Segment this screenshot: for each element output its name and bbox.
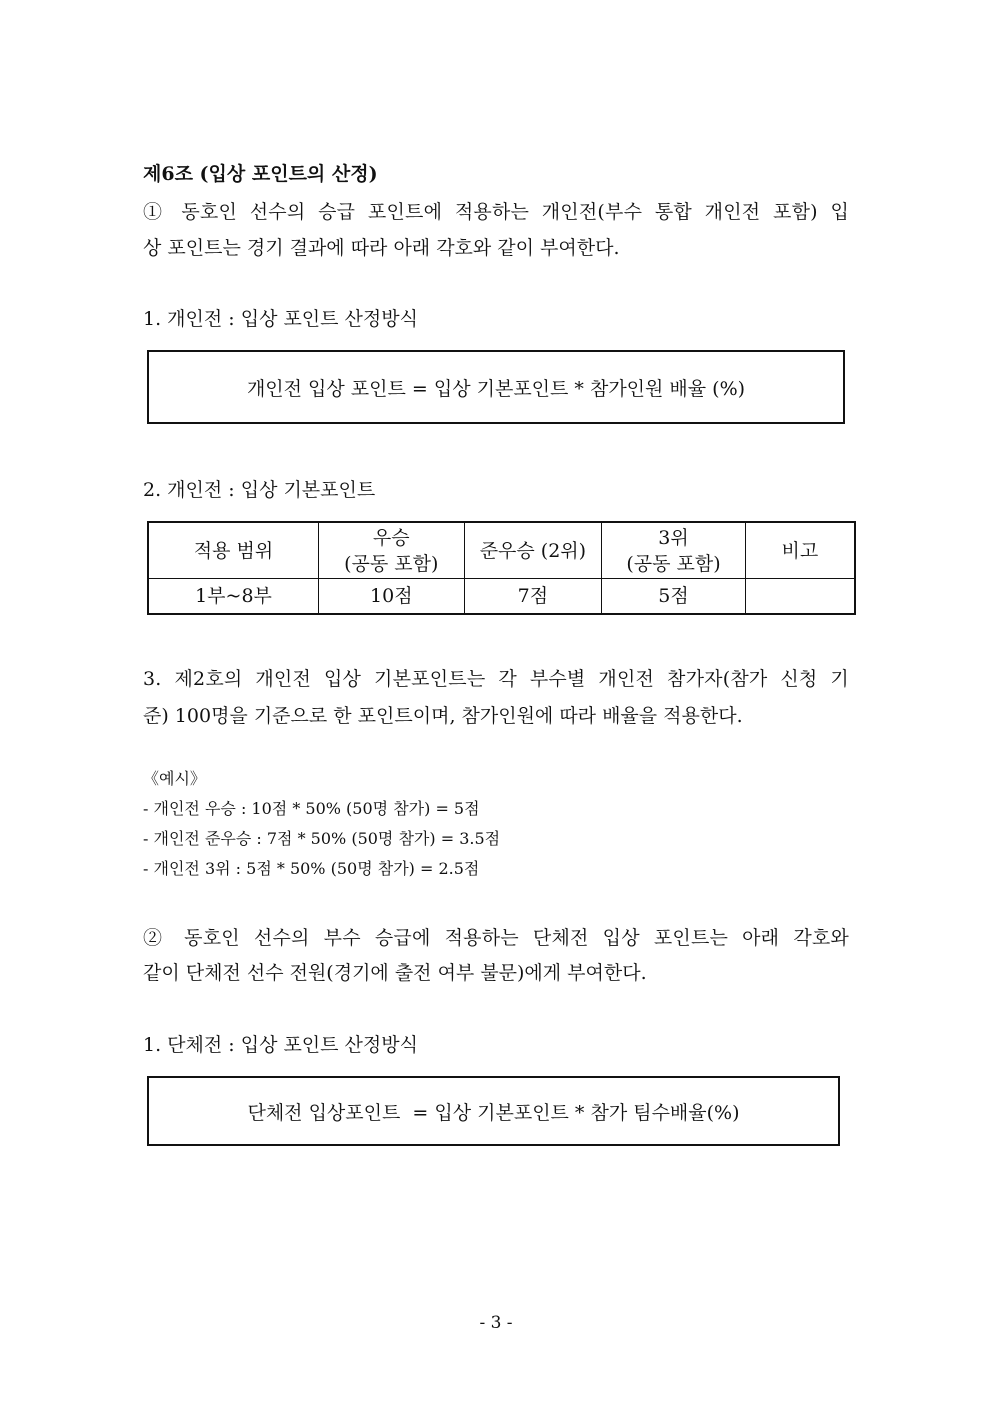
cell-third-points: 5점 — [602, 579, 746, 615]
page-number: - 3 - — [479, 1313, 513, 1333]
section-2-heading: 2. 개인전 : 입상 기본포인트 — [143, 479, 376, 501]
section-1-heading: 1. 개인전 : 입상 포인트 산정방식 — [143, 308, 418, 330]
table-row — [148, 579, 855, 615]
cell-runner-up-points: 7점 — [464, 579, 602, 615]
header-scope: 적용 범위 — [148, 522, 319, 579]
paragraph-2-line-2: 같이 단체전 선수 전원(경기에 출전 여부 불문)에게 부여한다. — [143, 962, 647, 984]
paragraph-1-line-2: 상 포인트는 경기 결과에 따라 아래 각호와 같이 부여한다. — [143, 237, 620, 259]
example-item: - 개인전 3위 : 5점 * 50% (50명 참가) = 2.5점 — [143, 859, 480, 878]
header-runner-up: 준우승 (2위) — [464, 522, 602, 579]
header-third: 3위 (공동 포함) — [602, 522, 746, 579]
team-formula: 단체전 입상포인트 = 입상 기본포인트 * 참가 팀수배율(%) — [247, 1101, 740, 1124]
base-points-table — [147, 521, 856, 615]
cell-winner-points: 10점 — [319, 579, 465, 615]
header-remarks: 비고 — [745, 522, 855, 579]
cell-scope: 1부~8부 — [148, 579, 319, 615]
section-3-line-2: 준) 100명을 기준으로 한 포인트이며, 참가인원에 따라 배율을 적용한다. — [143, 705, 743, 727]
individual-formula-box — [147, 350, 845, 424]
cell-remarks — [745, 579, 855, 615]
example-item: - 개인전 우승 : 10점 * 50% (50명 참가) = 5점 — [143, 799, 480, 818]
example-label: 《예시》 — [143, 769, 206, 788]
team-section-heading: 1. 단체전 : 입상 포인트 산정방식 — [143, 1034, 418, 1056]
table-header-row — [148, 522, 855, 579]
team-formula-box — [147, 1076, 840, 1146]
section-3-line-1: 3. 제2호의 개인전 입상 기본포인트는 각 부수별 개인전 참가자(참가 신청 기 — [143, 668, 849, 690]
individual-formula: 개인전 입상 포인트 = 입상 기본포인트 * 참가인원 배율 (%) — [246, 377, 746, 400]
paragraph-2-line-1: ② 동호인 선수의 부수 승급에 적용하는 단체전 입상 포인트는 아래 각호와 — [143, 927, 849, 949]
paragraph-1-line-1: ① 동호인 선수의 승급 포인트에 적용하는 개인전(부수 통합 개인전 포함) 입 — [143, 201, 849, 223]
article-title: 제6조 (입상 포인트의 산정) — [143, 163, 378, 185]
header-winner: 우승 (공동 포함) — [319, 522, 465, 579]
example-item: - 개인전 준우승 : 7점 * 50% (50명 참가) = 3.5점 — [143, 829, 501, 848]
